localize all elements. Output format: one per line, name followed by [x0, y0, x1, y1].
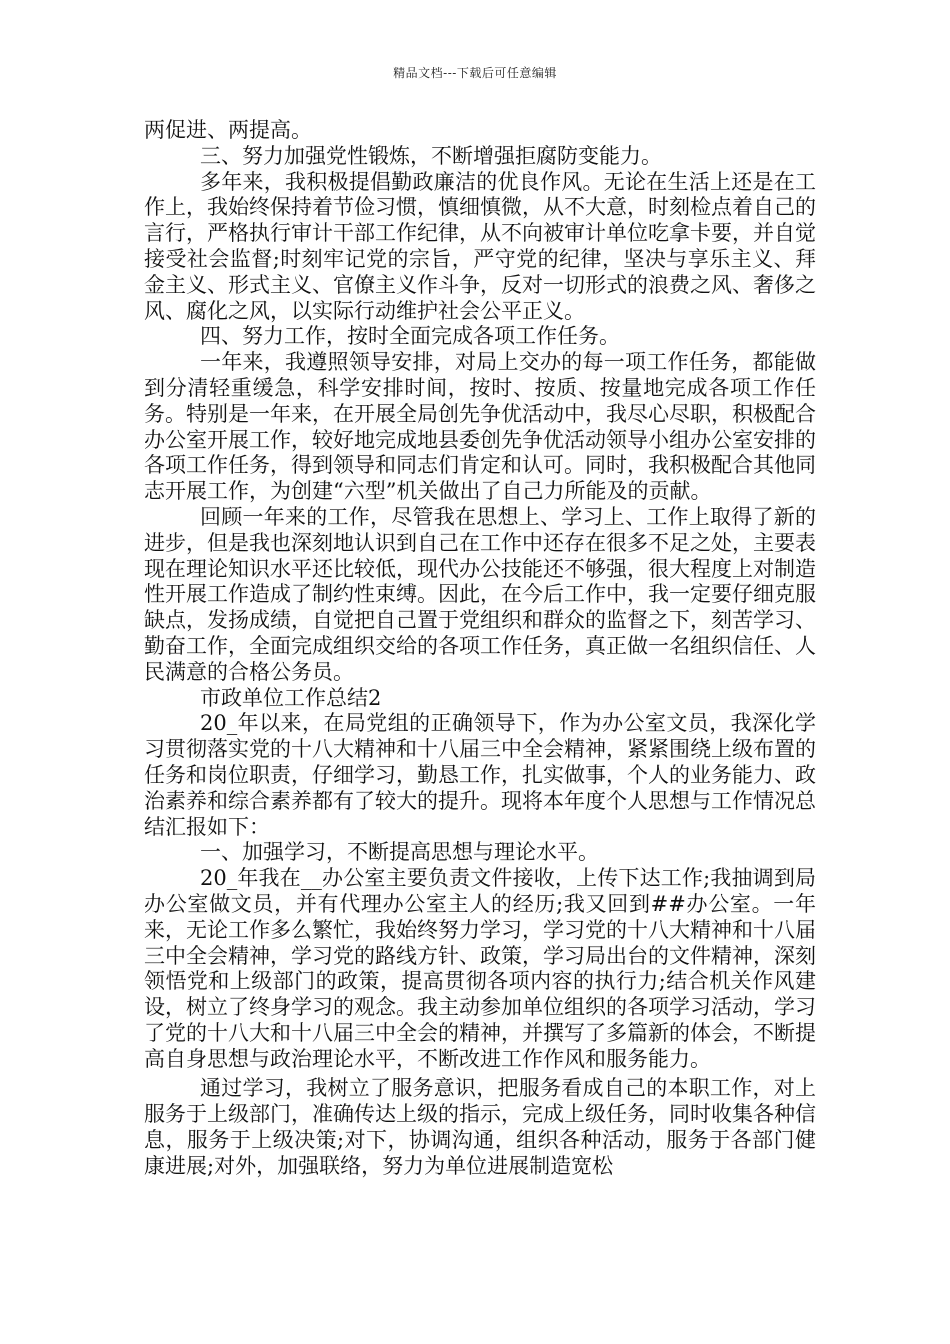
paragraph-review: 回顾一年来的工作，尽管我在思想上、学习上、工作上取得了新的进步，但是我也深刻地认识到自己在工作中还存在很多不足之处，主要表现在理论知识水平还比较低，现代办公技能还不够强，很大程度上对制造性开展工作造成了制约性束缚。因此，在今后工作中，我一定要仔细克服缺点，发扬成绩，自觉把自己置于党组织和群众的监督之下，刻苦学习、勤奋工作，全面完成组织交给的各项工作任务，真正做一名组织信任、人民满意的合格公务员。	[144, 504, 816, 684]
section-heading-4: 四、努力工作，按时全面完成各项工作任务。	[200, 324, 620, 349]
paragraph-continuation: 两促进、两提高。	[144, 118, 312, 142]
paragraph-service: 通过学习，我树立了服务意识，把服务看成自己的本职工作，对上服务于上级部门，准确传达上级的指示，完成上级任务，同时收集各种信息，服务于上级决策;对下，协调沟通，组织各种活动，服务于各部门健康进展;对外，加强联络，努力为单位进展制造宽松	[144, 1076, 816, 1178]
document-subtitle: 市政单位工作总结2	[200, 685, 382, 710]
paragraph-intro-2: 20_年以来，在局党组的正确领导下，作为办公室文员，我深化学习贯彻落实党的十八大精神和十八届三中全会精神，紧紧围绕上级布置的任务和岗位职责，仔细学习，勤恳工作，扎实做事，个人的业务能力、政治素养和综合素养都有了较大的提升。现将本年度个人思想与工作情况总结汇报如下：	[144, 711, 816, 839]
paragraph-study: 20_年我在__办公室主要负责文件接收，上传下达工作;我抽调到局办公室做文员，并有代理办公室主人的经历;我又回到##办公室。一年来，无论工作多么繁忙，我始终努力学习，学习党的十八大精神和十八届三中全会精神，学习党的路线方针、政策，学习局出台的文件精神，深刻领悟党和上级部门的政策，提高贯彻各项内容的执行力;结合机关作风建设，树立了终身学习的观念。我主动参加单位组织的各项学习活动，学习了党的十八大和十八届三中全会的精神，并撰写了多篇新的体会，不断提高自身思想与政治理论水平，不断改进工作作风和服务能力。	[144, 866, 816, 1071]
paragraph-integrity: 多年来，我积极提倡勤政廉洁的优良作风。无论在生活上还是在工作上，我始终保持着节俭习惯，慎细慎微，从不大意，时刻检点着自己的言行，严格执行审计干部工作纪律，从不向被审计单位吃拿卡要，并自觉接受社会监督;时刻牢记党的宗旨，严守党的纪律，坚决与享乐主义、拜金主义、形式主义、官僚主义作斗争，反对一切形式的浪费之风、奢侈之风、腐化之风，以实际行动维护社会公平正义。	[144, 169, 816, 323]
section-heading-1: 一、加强学习，不断提高思想与理论水平。	[200, 840, 599, 865]
page-header: 精品文档---下载后可任意编辑	[393, 66, 557, 80]
document-body	[144, 118, 816, 1180]
section-heading-3: 三、努力加强党性锻炼，不断增强拒腐防变能力。	[200, 143, 662, 168]
paragraph-tasks: 一年来，我遵照领导安排，对局上交办的每一项工作任务，都能做到分清轻重缓急，科学安排时间，按时、按质、按量地完成各项工作任务。特别是一年来，在开展全局创先争优活动中，我尽心尽职，积极配合办公室开展工作，较好地完成地县委创先争优活动领导小组办公室安排的各项工作任务，得到领导和同志们肯定和认可。同时，我积极配合其他同志开展工作，为创建“六型”机关做出了自己力所能及的贡献。	[144, 350, 816, 504]
